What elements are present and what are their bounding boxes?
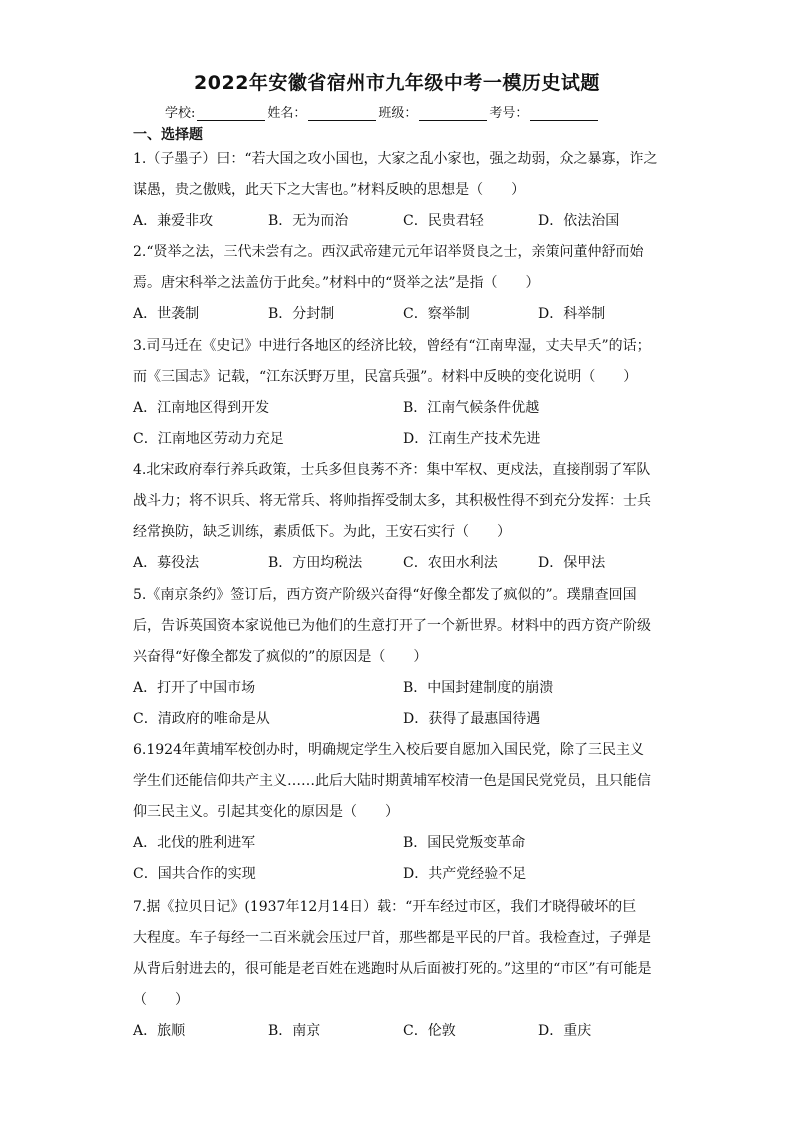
question-7 xyxy=(133,892,673,1047)
option-b: B．南京 xyxy=(268,1023,321,1039)
exam-number-blank xyxy=(530,106,598,121)
option-b: B．分封制 xyxy=(268,306,335,322)
section-title: 一、选择题 xyxy=(133,127,203,143)
question-stem-line: 兴奋得“好像全都发了疯似的”的原因是（ ） xyxy=(133,649,428,665)
options-row xyxy=(133,206,673,237)
option-b: B．江南气候条件优越 xyxy=(403,400,540,416)
question-stem-line: （ ） xyxy=(133,992,189,1008)
question-stem-line: 1.（子墨子）曰：“若大国之攻小国也，大家之乱小家也，强之劫弱，众之暴寡，诈之 xyxy=(133,151,658,167)
question-stem-line: 从背后射进去的，很可能是老百姓在逃跑时从后面被打死的。”这里的“市区”有可能是 xyxy=(133,961,652,977)
question-stem-line: 经常换防，缺乏训练，素质低下。为此，王安石实行（ ） xyxy=(133,524,511,540)
options-row xyxy=(133,548,673,579)
question-stem-line: 4.北宋政府奉行养兵政策，士兵多但良莠不齐：集中军权、更戍法，直接削弱了军队 xyxy=(133,462,651,478)
option-c: C．清政府的唯命是从 xyxy=(133,711,270,727)
option-c: C．伦敦 xyxy=(403,1023,456,1039)
options-row xyxy=(133,828,673,859)
question-stem-line: 后，告诉英国资本家说他已为他们的生意打开了一个新世界。材料中的西方资产阶级 xyxy=(133,618,651,634)
question-stem-line: 谋愚，贵之傲贱，此天下之大害也。”材料反映的思想是（ ） xyxy=(133,182,526,198)
option-a: A．募役法 xyxy=(133,555,200,571)
name-blank xyxy=(308,106,376,121)
option-c: C．察举制 xyxy=(403,306,470,322)
school-label: 学校: xyxy=(165,106,196,121)
name-label: 姓名： xyxy=(267,106,307,121)
option-d: D．重庆 xyxy=(538,1023,592,1039)
class-blank xyxy=(419,106,487,121)
question-stem-line: 6.1924年黄埔军校创办时，明确规定学生入校后要自愿加入国民党，除了三民主义 xyxy=(133,742,644,758)
option-c: C．国共合作的实现 xyxy=(133,866,256,882)
option-a: A．北伐的胜利进军 xyxy=(133,835,256,851)
options-row xyxy=(133,704,673,735)
option-d: D．依法治国 xyxy=(538,213,620,229)
option-a: A．世袭制 xyxy=(133,306,200,322)
option-b: B．无为而治 xyxy=(268,213,349,229)
question-stem-line: 2.“贤举之法，三代未尝有之。西汉武帝建元元年诏举贤良之士，亲策问董仲舒而始 xyxy=(133,244,644,260)
question-5 xyxy=(133,580,673,735)
option-c: C．农田水利法 xyxy=(403,555,498,571)
option-c: C．民贵君轻 xyxy=(403,213,484,229)
options-row xyxy=(133,1016,673,1047)
option-b: B．中国封建制度的崩溃 xyxy=(403,680,554,696)
exam-number-label: 考号： xyxy=(489,106,529,121)
option-d: D．共产党经验不足 xyxy=(403,866,527,882)
question-stem-line: 战斗力；将不识兵、将无常兵、将帅指挥受制太多，其积极性得不到充分发挥：士兵 xyxy=(133,493,651,509)
exam-title: 2022年安徽省宿州市九年级中考一模历史试题 xyxy=(194,72,600,94)
question-2 xyxy=(133,237,673,330)
option-d: D．江南生产技术先进 xyxy=(403,431,541,447)
option-c: C．江南地区劳动力充足 xyxy=(133,431,284,447)
question-stem-line: 仰三民主义。引起其变化的原因是（ ） xyxy=(133,804,399,820)
question-4 xyxy=(133,455,673,579)
option-d: D．保甲法 xyxy=(538,555,606,571)
option-a: A．旅顺 xyxy=(133,1023,186,1039)
option-d: D．科举制 xyxy=(538,306,606,322)
option-b: B．国民党叛变革命 xyxy=(403,835,526,851)
option-a: A．江南地区得到开发 xyxy=(133,400,270,416)
question-stem-line: 大程度。车子每经一二百米就会压过尸首，那些都是平民的尸首。我检查过，子弹是 xyxy=(133,930,651,946)
question-stem-line: 7.据《拉贝日记》(1937年12月14日）载：“开车经过市区，我们才晓得破坏的巨 xyxy=(133,899,637,915)
options-row xyxy=(133,424,673,455)
option-b: B．方田均税法 xyxy=(268,555,363,571)
school-blank xyxy=(197,106,265,121)
question-stem-line: 3.司马迁在《史记》中进行各地区的经济比较，曾经有“江南卑湿，丈夫早夭”的话； xyxy=(133,338,651,354)
question-stem-line: 焉。唐宋科举之法盖仿于此矣。”材料中的“贤举之法”是指（ ） xyxy=(133,275,540,291)
class-label: 班级： xyxy=(378,106,418,121)
question-1 xyxy=(133,144,673,237)
option-d: D．获得了最惠国待遇 xyxy=(403,711,541,727)
question-3 xyxy=(133,331,673,455)
option-a: A．打开了中国市场 xyxy=(133,680,256,696)
options-row xyxy=(133,859,673,890)
question-stem-line: 5.《南京条约》签订后，西方资产阶级兴奋得“好像全都发了疯似的”。璞鼎查回国 xyxy=(133,587,637,603)
options-row xyxy=(133,673,673,704)
options-row xyxy=(133,299,673,330)
options-row xyxy=(133,393,673,424)
question-stem-line: 学生们还能信仰共产主义……此后大陆时期黄埔军校清一色是国民党党员，且只能信 xyxy=(133,773,651,789)
option-a: A．兼爱非攻 xyxy=(133,213,214,229)
question-6 xyxy=(133,735,673,890)
question-stem-line: 而《三国志》记载，“江东沃野万里，民富兵强”。材料中反映的变化说明（ ） xyxy=(133,369,638,385)
student-info-row xyxy=(165,102,600,121)
